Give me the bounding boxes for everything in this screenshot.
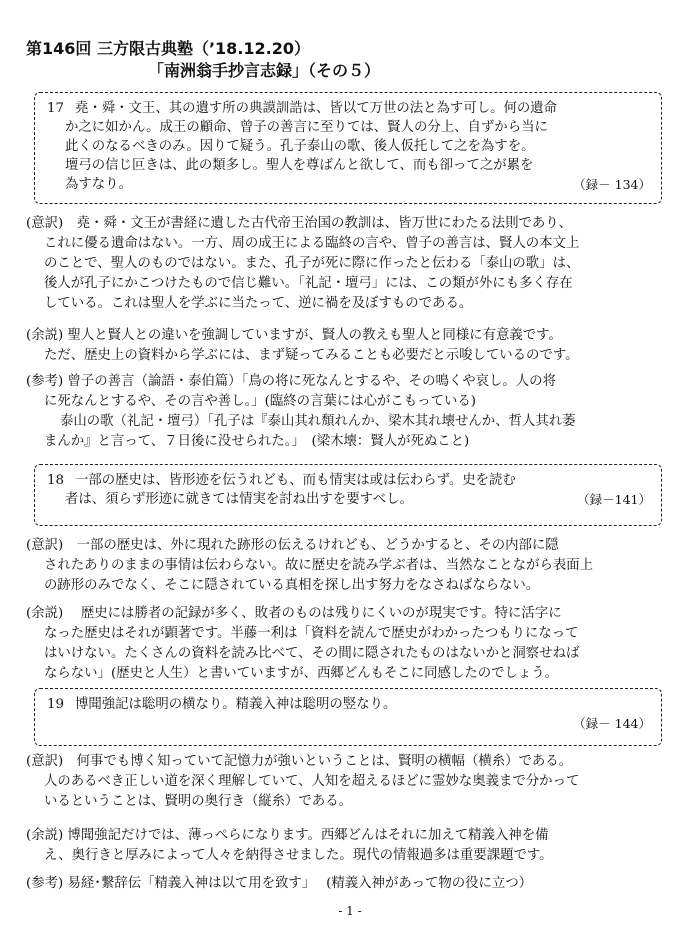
entry-17-reference (26, 372, 680, 452)
entry-19-line-2 (47, 714, 651, 733)
entry-18-line-1: 18 一部の歴史は、皆形迹を伝うれども、而も情実は或は伝わらず。史を読む (47, 473, 516, 488)
entry-19-reference (26, 874, 680, 894)
document-subtitle: 「南洲翁手抄言志録」（その５） (148, 61, 381, 80)
entry-18-box (34, 464, 662, 526)
translation-line: (意訳) 堯・舜・文王が書経に遺した古代帝王治国の教訓は、皆万世にわたる法則であり、 (26, 216, 573, 231)
entry-18-translation (26, 536, 680, 596)
translation-line: している。これは聖人を学ぶに当たって、逆に禍を及ぼすものである。 (44, 296, 473, 311)
entry-19-box (34, 688, 662, 746)
reference-line: (参考) 曾子の善言（論語・泰伯篇）「鳥の将に死なんとするや、その鳴くや哀し。人の将 (26, 374, 556, 389)
entry-17-comment (26, 326, 680, 366)
entry-17-line-2: か之に如かん。成王の顧命、曾子の善言に至りては、賢人の分上、自ずから当に (65, 120, 548, 135)
translation-line: 後人が孔子にかこつけたもので信じ難い。「礼記・壇弓」には、この類が外にも多く存在 (44, 276, 573, 291)
entry-19-ref: （録－ 144） (573, 716, 651, 731)
translation-line: いるということは、賢明の奥行き（縦糸）である。 (44, 794, 352, 809)
entry-17-box (34, 92, 662, 204)
comment-line: はいけない。たくさんの資料を読み比べて、その間に隠されたものはないかと洞察せねば (44, 646, 580, 661)
comment-line: (余説) 博聞強記だけでは、薄っぺらになります。西郷どんはそれに加えて精義入神を備 (26, 828, 549, 843)
entry-19-number: 19 (47, 697, 65, 712)
page-number: - 1 - (338, 904, 362, 918)
translation-line: のことで、聖人のものではない。また、孔子が死に際に作ったと伝わる「泰山の歌」は、 (44, 256, 580, 271)
reference-line: に死なんとするや、その言や善し。」(臨終の言葉には心がこもっている) (44, 394, 476, 409)
reference-line: まんか』と言って、７日後に没せられた。」 (梁木壊：賢人が死ぬこと) (44, 434, 470, 449)
entry-18-number: 18 (47, 473, 65, 488)
reference-line: 泰山の歌（礼記・壇弓）「孔子は『泰山其れ頽れんか、梁木其れ壊せんか、哲人其れ萎 (60, 414, 576, 429)
entry-19-translation (26, 752, 680, 812)
comment-line: ただ、歴史上の資料から学ぶには、まず疑ってみることも必要だと示唆しているのです。 (44, 348, 579, 363)
entry-18-comment (26, 604, 680, 684)
document-title: 第146回 三方限古典塾（’18.12.20） (26, 39, 311, 58)
translation-line: (意訳) 何事でも博く知っていて記憶力が強いということは、賢明の横幅（横糸）である。 (26, 754, 573, 769)
translation-line: の跡形のみでなく、そこに隠されている真相を探し出す努力をなさねばならない。 (44, 578, 540, 593)
reference-line: (参考) 易経･繋辞伝「精義入神は以て用を致す」 (精義入神があって物の役に立つ） (26, 876, 533, 891)
entry-18-ref: （録－141） (577, 492, 651, 507)
entry-17-ref: （録－ 134） (573, 177, 651, 192)
entry-17-line-5: 為すなり。 （録－ 134） (65, 177, 651, 192)
comment-line: (余説) 聖人と賢人との違いを強調していますが、賢人の教えも聖人と同様に有意義です。 (26, 328, 562, 343)
entry-19-line-1: 19 博聞強記は聡明の横なり。精義入神は聡明の竪なり。 (47, 697, 397, 712)
entry-17-number: 17 (47, 101, 65, 116)
translation-line: されたありのままの事情は伝わらない。故に歴史を読み学ぶ者は、当然なことながら表面上 (44, 558, 594, 573)
comment-line: え、奥行きと厚みによって人々を納得させました。現代の情報過多は重要課題です。 (44, 848, 553, 863)
comment-line: (余説) 歴史には勝者の記録が多く、敗者のものは残りにくいのが現実です。特に活字に (26, 606, 562, 621)
translation-line: これに優る遺命はない。一方、周の成王による臨終の言や、曾子の善言は、賢人の本文上 (44, 236, 580, 251)
comment-line: なった歴史はそれが顕著です。半藤一利は「資料を読んで歴史がわかったつもりになって (44, 626, 579, 641)
entry-17-translation (26, 214, 680, 314)
entry-18-line-2: 者は、須らず形迹に就きては情実を討ね出すを要すべし。 （録－141） (65, 492, 651, 507)
translation-line: 人のあるべき正しい道を深く理解していて、人知を超えるほどに霊妙な奥義まで分かって (44, 774, 580, 789)
entry-17-line-1: 17 堯・舜・文王、其の遺す所の典謨訓誥は、皆以て万世の法と為す可し。何の遺命 (47, 101, 558, 116)
comment-line: ならない」(歴史と人生）と書いていますが、西郷どんもそこに同感したのでしょう。 (44, 666, 559, 681)
entry-17-line-3: 此くのなるべきのみ。因りて疑う。孔子泰山の歌、後人仮托して之を為すを。 (65, 139, 535, 154)
entry-19-comment (26, 826, 680, 866)
translation-line: (意訳) 一部の歴史は、外に現れた跡形の伝えるけれども、どうかすると、その内部に隠 (26, 538, 559, 553)
entry-17-line-4: 壇弓の信じ叵きは、此の類多し。聖人を尊ばんと欲して、而も卻って之が累を (65, 158, 534, 173)
